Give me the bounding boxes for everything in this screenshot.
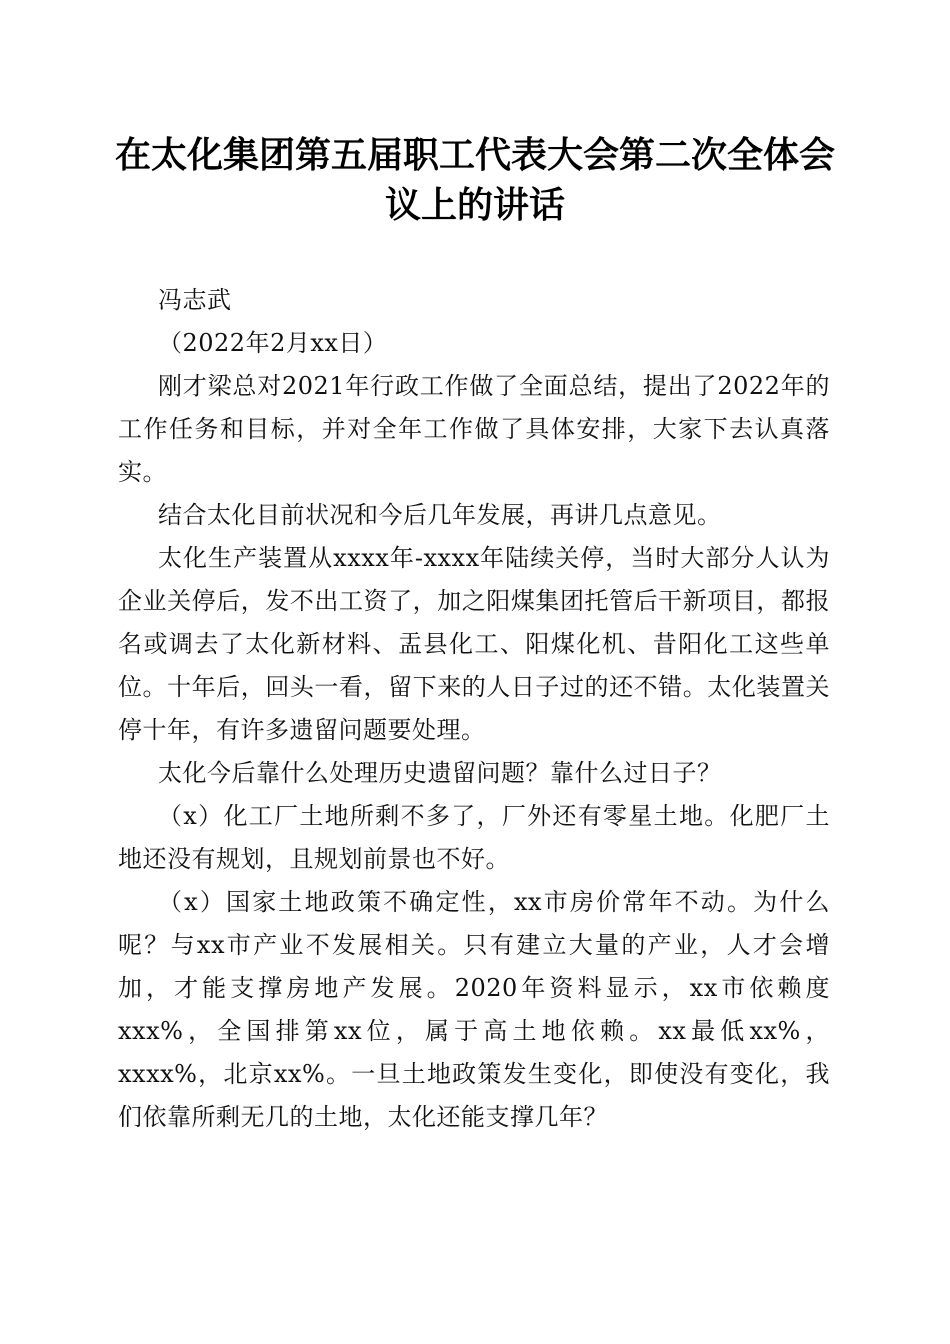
paragraph: （x）国家土地政策不确定性，xx市房价常年不动。为什么呢？与xx市产业不发展相关。只有建立大量的产业，人才会增加，才能支撑房地产发展。2020年资料显示，xx市依赖度xxx%，全国排第xx位，属于高土地依赖。xx最低xx%，xxxx%，北京xx%。一旦土地政策发生变化，即使没有变化，我们依靠所剩无几的土地，太化还能支撑几年？ xyxy=(118,888,830,1131)
date-line: （2022年2月xx日） xyxy=(158,329,388,357)
paragraph: 结合太化目前状况和今后几年发展，再讲几点意见。 xyxy=(158,501,722,529)
document-body xyxy=(118,279,830,1139)
title-line-2: 议上的讲话 xyxy=(384,184,565,226)
paragraph: 刚才梁总对2021年行政工作做了全面总结，提出了2022年的工作任务和目标，并对全年工作做了具体安排，大家下去认真落实。 xyxy=(118,372,830,486)
paragraph: 太化今后靠什么处理历史遗留问题？靠什么过日子？ xyxy=(158,759,722,787)
title-line-1: 在太化集团第五届职工代表大会第二次全体会 xyxy=(114,134,835,176)
paragraph: （x）化工厂土地所剩不多了，厂外还有零星土地。化肥厂土地还没有规划，且规划前景也不好。 xyxy=(118,802,830,873)
paragraph: 太化生产装置从xxxx年-xxxx年陆续关停，当时大部分人认为企业关停后，发不出工资了，加之阳煤集团托管后干新项目，都报名或调去了太化新材料、盂县化工、阳煤化机、昔阳化工这些单位。十年后，回头一看，留下来的人日子过的还不错。太化装置关停十年，有许多遗留问题要处理。 xyxy=(118,544,830,744)
author-line: 冯志武 xyxy=(158,286,232,314)
document-title xyxy=(100,130,850,230)
